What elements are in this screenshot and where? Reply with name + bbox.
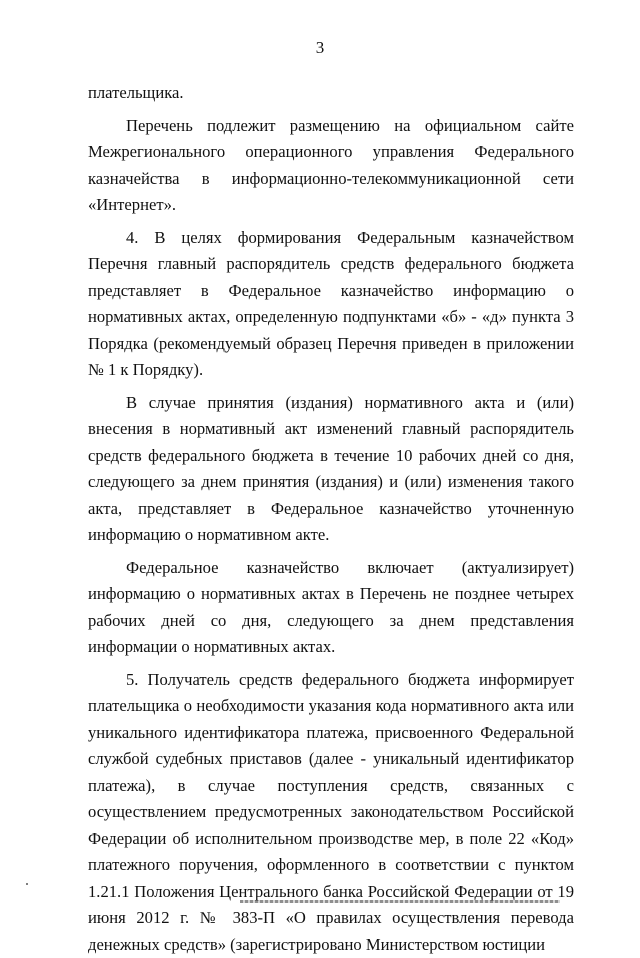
scan-edge-artifact: [240, 900, 560, 903]
paragraph-treasury-update: Федеральное казначейство включает (актуализирует) информацию о нормативных актах в Перечень не позднее четырех рабочих дней со дня, следующего за днем представления информации о нормативных актах.: [88, 555, 574, 661]
paragraph-list-publication: Перечень подлежит размещению на официальном сайте Межрегионального операционного управления Федерального казначейства в информационно-телекоммуникационной сети «Интернет».: [88, 113, 574, 219]
paragraph-act-changes: В случае принятия (издания) нормативного акта и (или) внесения в нормативный акт изменений главный распорядитель средств федерального бюджета в течение 10 рабочих дней со дня, следующего за днем принятия (издания) и (или) изменения такого акта, представляет в Федеральное казначейство уточненную информацию о нормативном акте.: [88, 390, 574, 549]
document-body: [88, 80, 574, 958]
paragraph-clause-5: 5. Получатель средств федерального бюджета информирует плательщика о необходимости указания кода нормативного акта или уникального идентификатора платежа, присвоенного Федеральной службой судебных приставов (далее - уникальный идентификатор платежа), в случае поступления средств, связанных с осуществлением предусмотренных законодательством Российской Федерации об исполнительном производстве мер, в поле 22 «Код» платежного поручения, оформленного в соответствии с пунктом 1.21.1 Положения Центрального банка Российской Федерации от 19 июня 2012 г. № 383-П «О правилах осуществления перевода денежных средств» (зарегистрировано Министерством юстиции: [88, 667, 574, 958]
paragraph-continuation: плательщика.: [88, 80, 574, 107]
paragraph-clause-4: 4. В целях формирования Федеральным казначейством Перечня главный распорядитель средств федерального бюджета представляет в Федеральное казначейство информацию о нормативных актах, определенную подпунктами «б» - «д» пункта 3 Порядка (рекомендуемый образец Перечня приведен в приложении № 1 к Порядку).: [88, 225, 574, 384]
page-number: 3: [0, 38, 640, 58]
scan-speck: [26, 883, 28, 885]
